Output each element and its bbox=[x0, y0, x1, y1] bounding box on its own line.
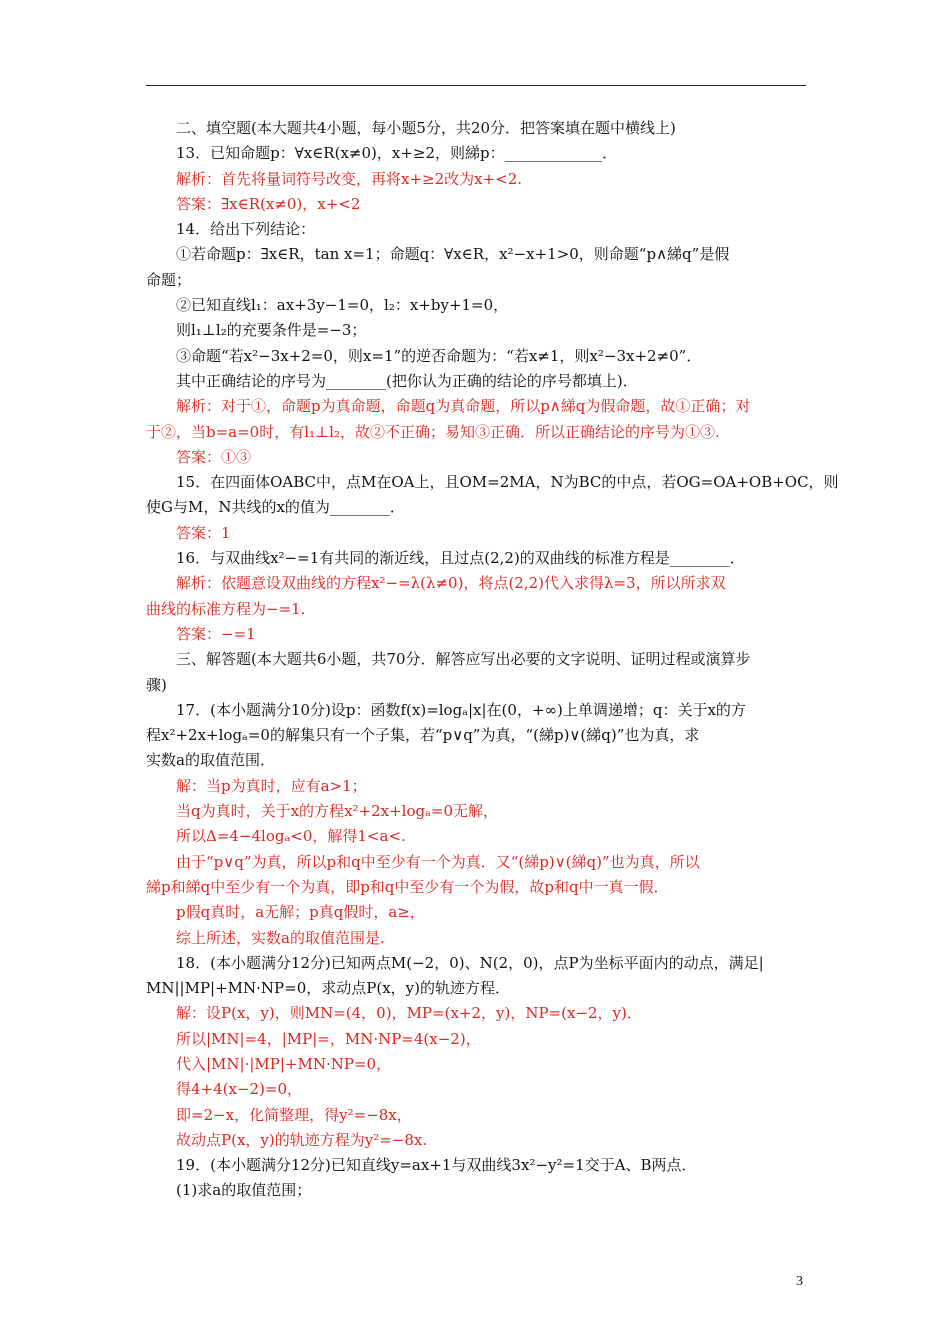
answer-line: 解析：对于①，命题p为真命题，命题q为真命题，所以p∧綈q为假命题，故①正确；对 bbox=[176, 397, 751, 416]
answer-line: 综上所述，实数a的取值范围是. bbox=[176, 928, 385, 947]
text-line: 14．给出下列结论： bbox=[176, 220, 316, 239]
text-line: 二、填空题(本大题共4小题，每小题5分，共20分．把答案填在题中横线上) bbox=[176, 119, 676, 137]
text-line: ①若命题p：∃x∈R，tan x=1；命题q：∀x∈R，x²−x+1>0，则命题“p∧綈q”是假 bbox=[176, 245, 730, 264]
answer-line: 故动点P(x，y)的轨迹方程为y²=−8x. bbox=[176, 1130, 428, 1149]
text-line: 18．(本小题满分12分)已知两点M(−2，0)、N(2，0)，点P为坐标平面内的动点，满足| bbox=[176, 953, 764, 972]
text-line: 16．与双曲线x²−=1有共同的渐近线，且过点(2,2)的双曲线的标准方程是________． bbox=[176, 549, 745, 568]
text-line: ②已知直线l₁：ax+3y−1=0，l₂：x+by+1=0， bbox=[176, 296, 509, 315]
answer-line: 曲线的标准方程为−=1. bbox=[146, 599, 306, 618]
answer-line: 綈p和綈q中至少有一个为真，即p和q中至少有一个为假，故p和q中一真一假． bbox=[146, 877, 669, 896]
document-body bbox=[146, 116, 839, 1204]
text-line: 使G与M，N共线的x的值为________． bbox=[146, 498, 405, 517]
answer-line: 所以Δ=4−4logₐ<0，解得1<a<. bbox=[176, 827, 406, 846]
answer-line: 答案：−=1 bbox=[176, 624, 256, 643]
text-line: 程x²+2x+logₐ=0的解集只有一个子集，若“p∨q”为真，“(綈p)∨(綈q)”也为真，求 bbox=[146, 726, 700, 745]
answer-line: 得4+4(x−2)=0， bbox=[176, 1080, 303, 1099]
text-line: 命题； bbox=[146, 270, 192, 289]
page-number: 3 bbox=[796, 1274, 803, 1289]
answer-line: p假q真时，a无解；p真q假时，a≥， bbox=[176, 903, 425, 922]
text-line: 骤) bbox=[146, 675, 167, 694]
answer-line: 解：设P(x，y)，则MN=(4，0)，MP=(x+2，y)，NP=(x−2，y)． bbox=[176, 1004, 642, 1023]
text-line: 13．已知命题p：∀x∈R(x≠0)，x+≥2，则綈p：_____________． bbox=[176, 144, 618, 163]
answer-line: 于②，当b=a=0时，有l₁⊥l₂，故②不正确；易知③正确．所以正确结论的序号为①③. bbox=[146, 422, 720, 441]
answer-line: 由于“p∨q”为真，所以p和q中至少有一个为真．又“(綈p)∨(綈q)”也为真，所以 bbox=[176, 852, 700, 871]
text-line: 15．在四面体OABC中，点M在OA上，且OM=2MA，N为BC的中点，若OG=OA+OB+OC，则 bbox=[176, 473, 839, 492]
text-line: MN||MP|+MN·NP=0，求动点P(x，y)的轨迹方程． bbox=[146, 979, 510, 998]
answer-line: 所以|MN|=4，|MP|=，MN·NP=4(x−2)， bbox=[176, 1029, 481, 1048]
answer-line: 当q为真时，关于x的方程x²+2x+logₐ=0无解， bbox=[176, 802, 499, 821]
answer-line: 解析：依题意设双曲线的方程x²−=λ(λ≠0)，将点(2,2)代入求得λ=3，所以所求双 bbox=[176, 574, 726, 593]
text-line: 三、解答题(本大题共6小题，共70分．解答应写出必要的文字说明、证明过程或演算步 bbox=[176, 650, 751, 669]
answer-line: 答案：∃x∈R(x≠0)，x+<2 bbox=[176, 194, 361, 213]
text-line: 实数a的取值范围． bbox=[146, 751, 275, 770]
text-line: 19．(本小题满分12分)已知直线y=ax+1与双曲线3x²−y²=1交于A、B两点． bbox=[176, 1156, 697, 1175]
answer-line: 解析：首先将量词符号改变，再将x+≥2改为x+<2. bbox=[176, 169, 523, 188]
answer-line: 即=2−x，化简整理，得y²=−8x， bbox=[176, 1105, 412, 1124]
answer-line: 答案：①③ bbox=[176, 447, 252, 466]
header-rule bbox=[146, 85, 806, 86]
answer-line: 代入|MN|·|MP|+MN·NP=0， bbox=[176, 1054, 392, 1073]
text-line: ③命题“若x²−3x+2=0，则x=1”的逆否命题为：“若x≠1，则x²−3x+2≠0”． bbox=[176, 346, 702, 365]
answer-line: 答案：1 bbox=[176, 523, 231, 542]
text-line: 则l₁⊥l₂的充要条件是=−3； bbox=[176, 321, 367, 340]
text-line: 17．(本小题满分10分)设p：函数f(x)=logₐ|x|在(0，+∞)上单调递增；q：关于x的方 bbox=[176, 700, 746, 719]
answer-line: 解：当p为真时，应有a>1； bbox=[176, 776, 367, 795]
text-line: (1)求a的取值范围； bbox=[176, 1181, 312, 1200]
text-line: 其中正确结论的序号为________(把你认为正确的结论的序号都填上)． bbox=[176, 371, 638, 390]
